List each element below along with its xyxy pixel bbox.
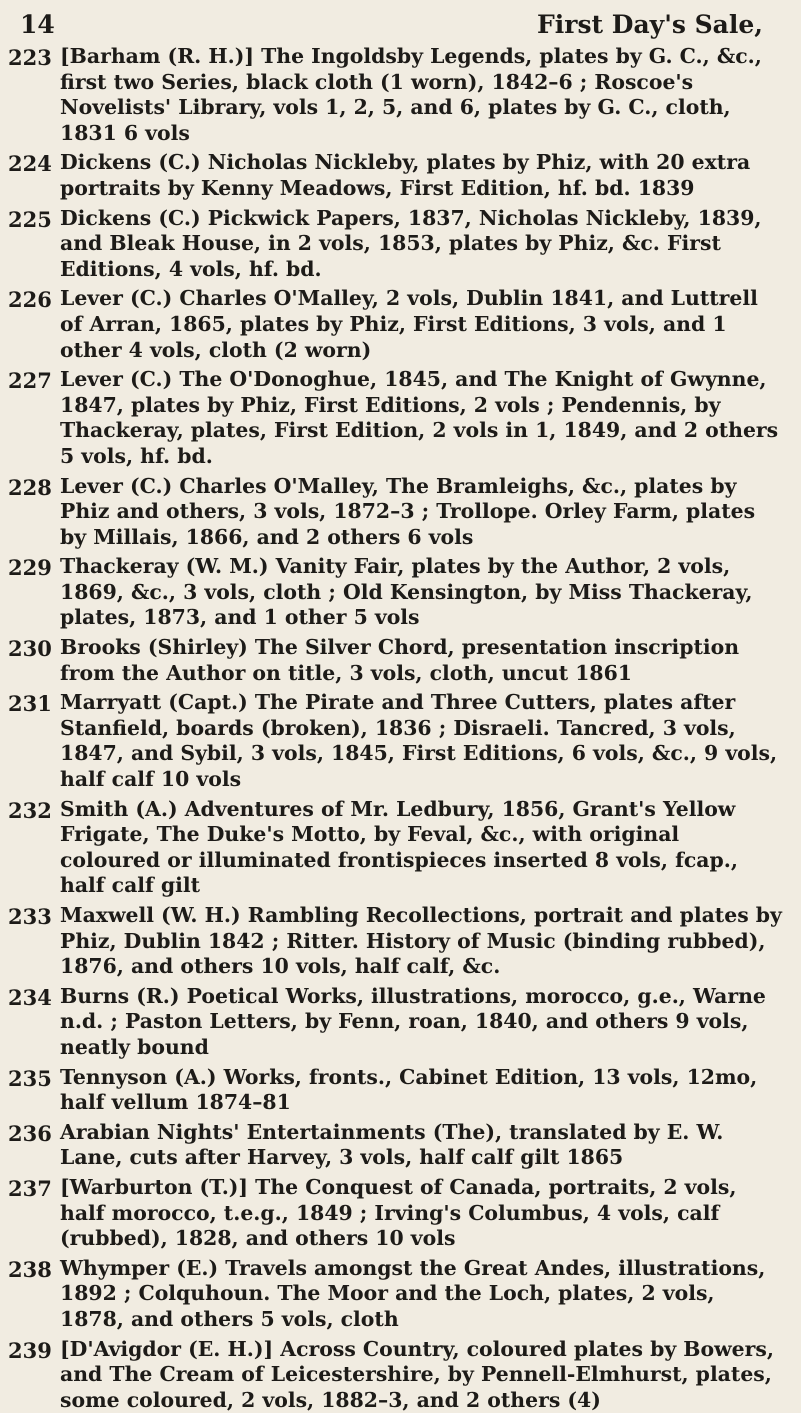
list-item bbox=[8, 797, 783, 899]
lot-description: [Warburton (T.)] The Conquest of Canada, portraits, 2 vols, half morocco, t.e.g., 1849 ; Irving's Columbus, 4 vols, calf (rubbed), 1828, and others 10 vols bbox=[60, 1175, 783, 1252]
lot-number: 228 bbox=[8, 474, 60, 551]
list-item bbox=[8, 1120, 783, 1171]
list-item bbox=[8, 1337, 783, 1413]
lot-description: [Barham (R. H.)] The Ingoldsby Legends, plates by G. C., &c., first two Series, black cloth (1 worn), 1842–6 ; Roscoe's Novelists' Library, vols 1, 2, 5, and 6, plates by G. C., cloth, 1831 6 vols bbox=[60, 44, 783, 146]
page-header bbox=[8, 4, 783, 44]
lot-description: Dickens (C.) Nicholas Nickleby, plates by Phiz, with 20 extra portraits by Kenny Meadows, First Edition, hf. bd. 1839 bbox=[60, 150, 783, 201]
lot-number: 233 bbox=[8, 903, 60, 980]
lot-number: 223 bbox=[8, 44, 60, 146]
page-number: 14 bbox=[20, 10, 55, 39]
lot-number: 227 bbox=[8, 367, 60, 469]
list-item bbox=[8, 206, 783, 283]
lot-number: 235 bbox=[8, 1065, 60, 1116]
list-item bbox=[8, 554, 783, 631]
lot-description: Burns (R.) Poetical Works, illustrations, morocco, g.e., Warne n.d. ; Paston Letters, by Fenn, roan, 1840, and others 9 vols, neatly bound bbox=[60, 984, 783, 1061]
lot-number: 238 bbox=[8, 1256, 60, 1333]
lot-description: Whymper (E.) Travels amongst the Great Andes, illustrations, 1892 ; Colquhoun. The Moor and the Loch, plates, 2 vols, 1878, and others 5 vols, cloth bbox=[60, 1256, 783, 1333]
lot-list bbox=[8, 44, 783, 1413]
list-item bbox=[8, 286, 783, 363]
lot-description: Marryatt (Capt.) The Pirate and Three Cutters, plates after Stanfield, boards (broken), 1836 ; Disraeli. Tancred, 3 vols, 1847, and Sybil, 3 vols, 1845, First Editions, 6 vols, &c., 9 vols, half calf 10 vols bbox=[60, 690, 783, 792]
lot-description: Arabian Nights' Entertainments (The), translated by E. W. Lane, cuts after Harvey, 3 vols, half calf gilt 1865 bbox=[60, 1120, 783, 1171]
lot-description: Thackeray (W. M.) Vanity Fair, plates by the Author, 2 vols, 1869, &c., 3 vols, cloth ; Old Kensington, by Miss Thackeray, plates, 1873, and 1 other 5 vols bbox=[60, 554, 783, 631]
lot-number: 239 bbox=[8, 1337, 60, 1413]
list-item bbox=[8, 1256, 783, 1333]
list-item bbox=[8, 150, 783, 201]
lot-number: 226 bbox=[8, 286, 60, 363]
list-item bbox=[8, 44, 783, 146]
lot-description: Dickens (C.) Pickwick Papers, 1837, Nicholas Nickleby, 1839, and Bleak House, in 2 vols, 1853, plates by Phiz, &c. First Editions, 4 vols, hf. bd. bbox=[60, 206, 783, 283]
list-item bbox=[8, 367, 783, 469]
list-item bbox=[8, 1065, 783, 1116]
list-item bbox=[8, 984, 783, 1061]
lot-description: [D'Avigdor (E. H.)] Across Country, coloured plates by Bowers, and The Cream of Leicestershire, by Pennell-Elmhurst, plates, some coloured, 2 vols, 1882–3, and 2 others (4) bbox=[60, 1337, 783, 1413]
lot-number: 236 bbox=[8, 1120, 60, 1171]
lot-description: Smith (A.) Adventures of Mr. Ledbury, 1856, Grant's Yellow Frigate, The Duke's Motto, by Feval, &c., with original coloured or illuminated frontispieces inserted 8 vols, fcap., half calf gilt bbox=[60, 797, 783, 899]
lot-number: 232 bbox=[8, 797, 60, 899]
lot-number: 225 bbox=[8, 206, 60, 283]
lot-description: Brooks (Shirley) The Silver Chord, presentation inscription from the Author on title, 3 vols, cloth, uncut 1861 bbox=[60, 635, 783, 686]
lot-number: 229 bbox=[8, 554, 60, 631]
list-item bbox=[8, 1175, 783, 1252]
list-item bbox=[8, 635, 783, 686]
lot-description: Tennyson (A.) Works, fronts., Cabinet Edition, 13 vols, 12mo, half vellum 1874–81 bbox=[60, 1065, 783, 1116]
lot-description: Lever (C.) Charles O'Malley, 2 vols, Dublin 1841, and Luttrell of Arran, 1865, plates by Phiz, First Editions, 3 vols, and 1 other 4 vols, cloth (2 worn) bbox=[60, 286, 783, 363]
lot-description: Lever (C.) The O'Donoghue, 1845, and The Knight of Gwynne, 1847, plates by Phiz, First Editions, 2 vols ; Pendennis, by Thackeray, plates, First Edition, 2 vols in 1, 1849, and 2 others 5 vols, hf. bd. bbox=[60, 367, 783, 469]
lot-number: 224 bbox=[8, 150, 60, 201]
lot-description: Maxwell (W. H.) Rambling Recollections, portrait and plates by Phiz, Dublin 1842 ; Ritter. History of Music (binding rubbed), 1876, and others 10 vols, half calf, &c. bbox=[60, 903, 783, 980]
lot-number: 237 bbox=[8, 1175, 60, 1252]
list-item bbox=[8, 474, 783, 551]
lot-number: 231 bbox=[8, 690, 60, 792]
running-head: First Day's Sale, bbox=[537, 10, 763, 39]
lot-number: 230 bbox=[8, 635, 60, 686]
list-item bbox=[8, 690, 783, 792]
lot-number: 234 bbox=[8, 984, 60, 1061]
list-item bbox=[8, 903, 783, 980]
lot-description: Lever (C.) Charles O'Malley, The Bramleighs, &c., plates by Phiz and others, 3 vols, 1872–3 ; Trollope. Orley Farm, plates by Millais, 1866, and 2 others 6 vols bbox=[60, 474, 783, 551]
